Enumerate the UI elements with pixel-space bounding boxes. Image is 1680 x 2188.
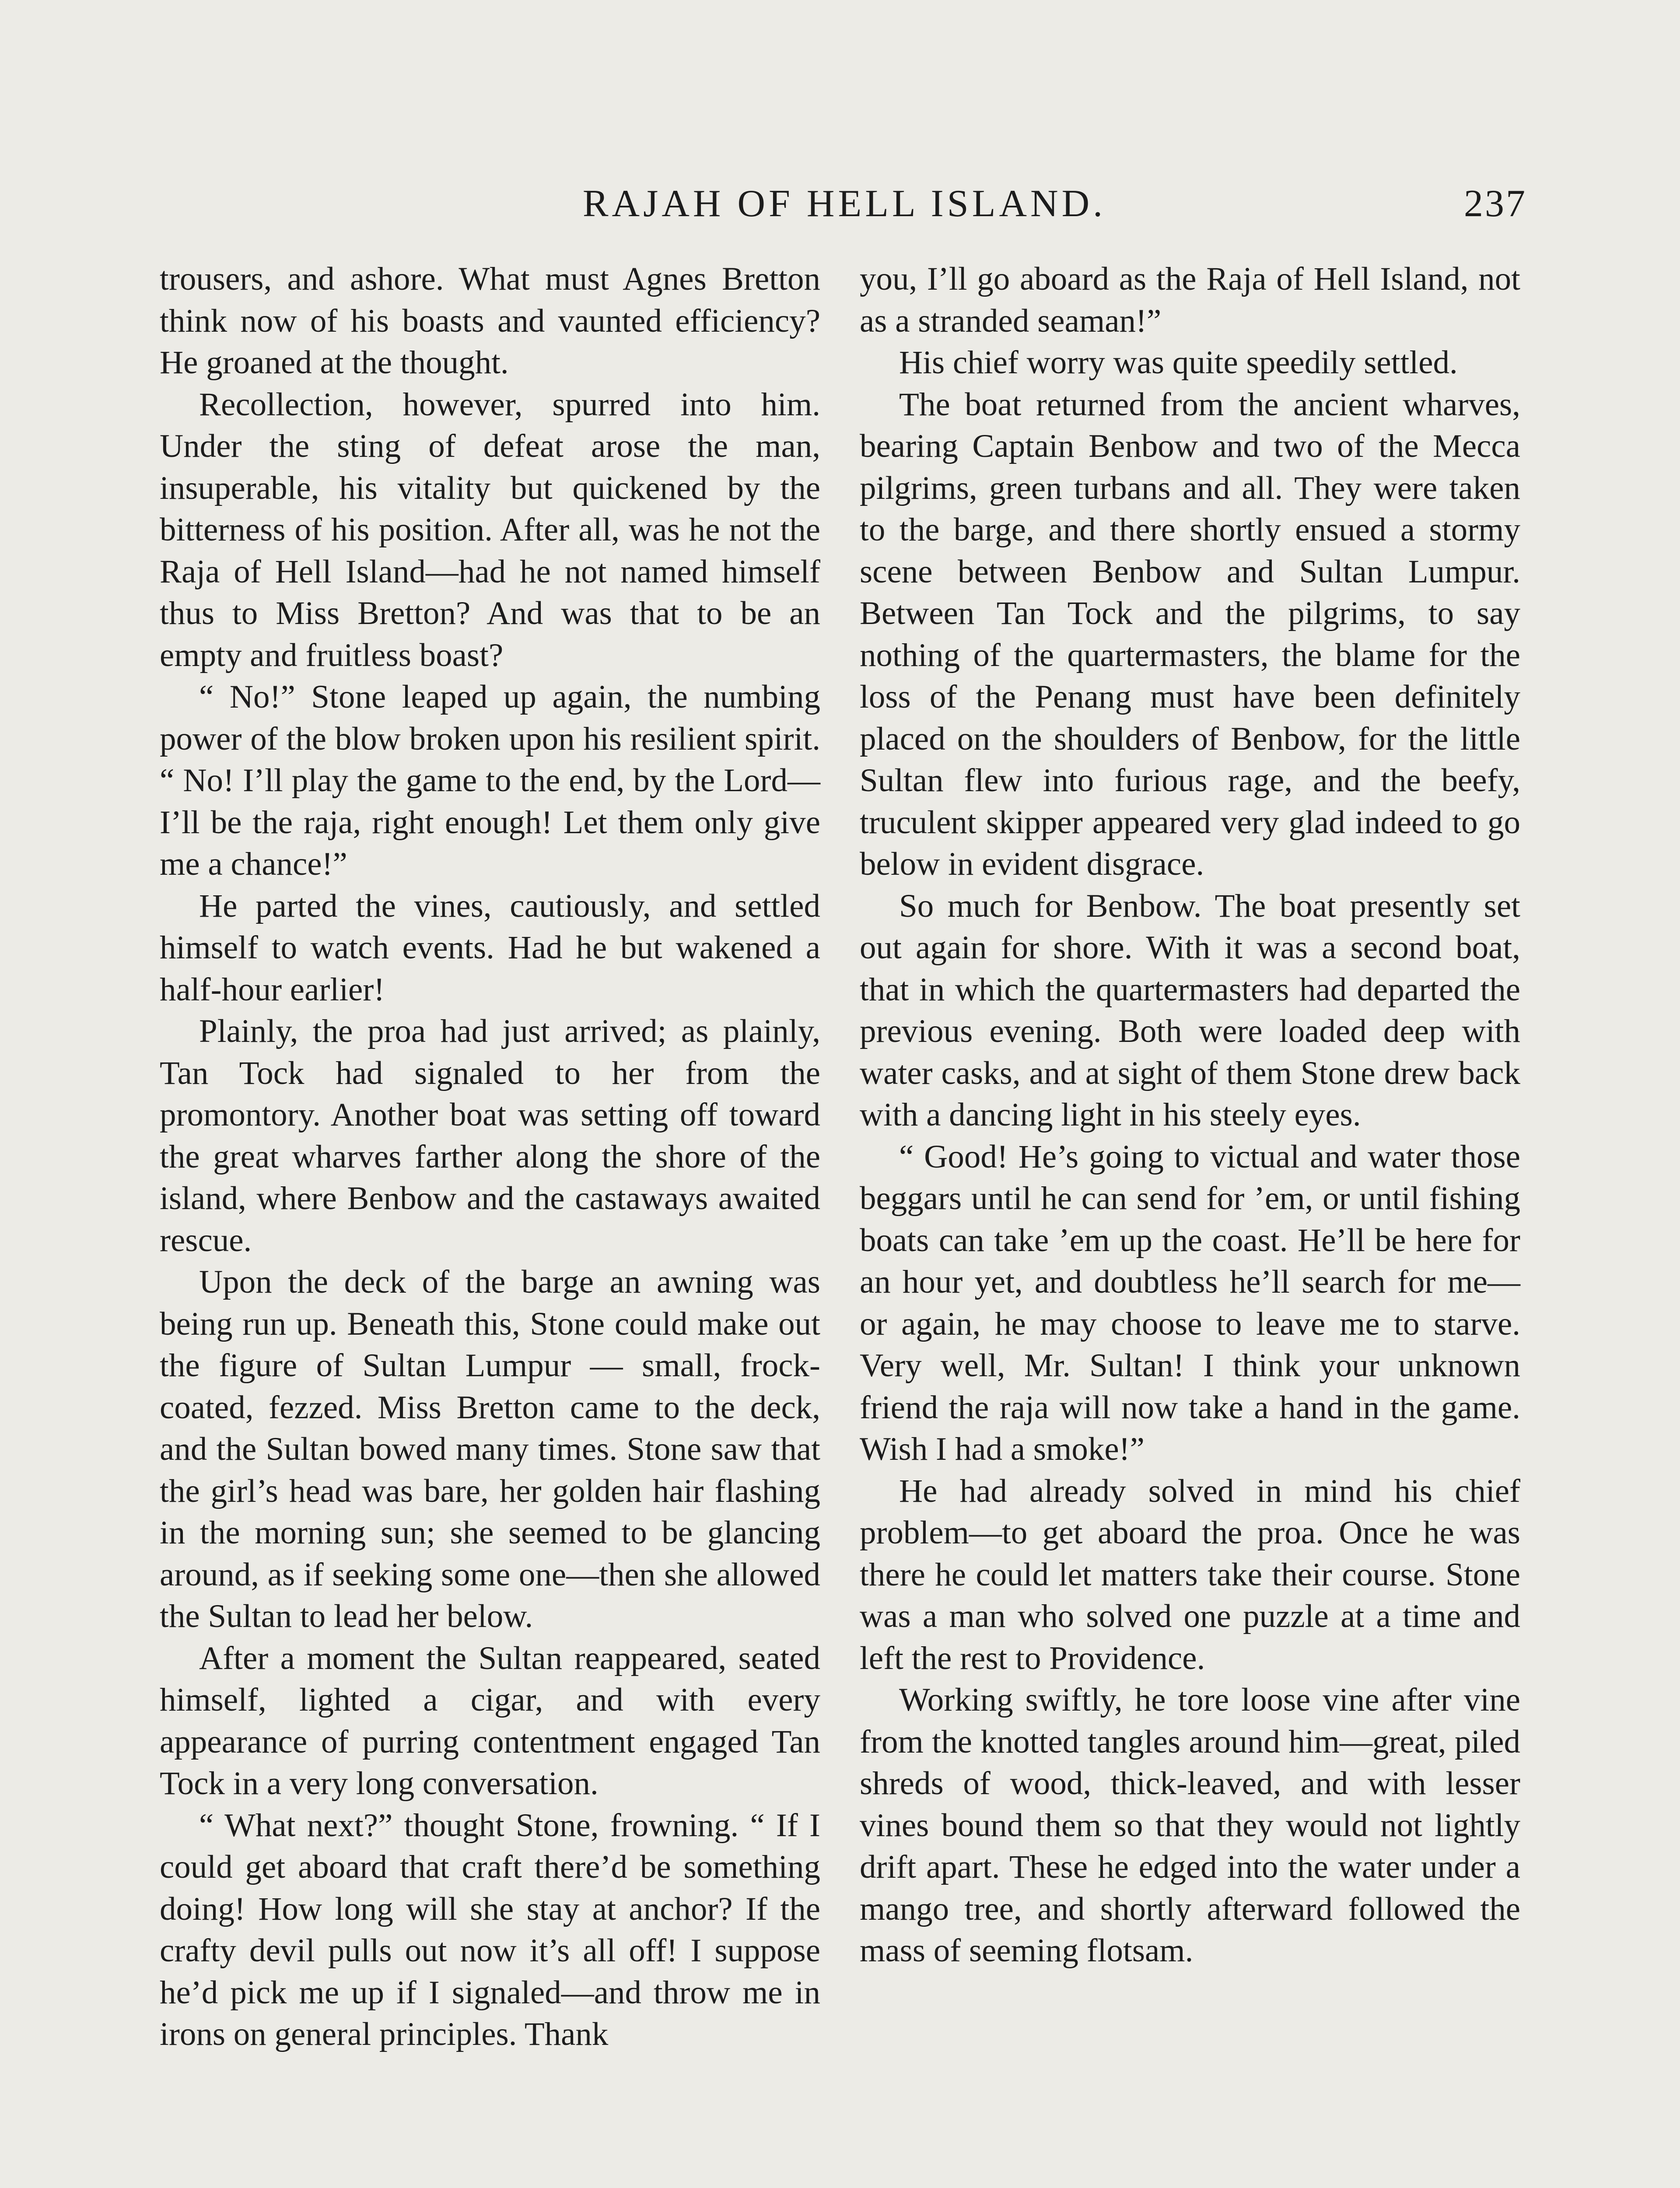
paragraph: The boat returned from the ancient wharves, bearing Captain Benbow and two of the Mecca pilgrims, green turbans and all. They were taken to the barge, and there shortly ensued a stormy scene between Benbow and Sultan Lumpur. Between Tan Tock and the pilgrims, to say nothing of the quartermasters, the blame for the loss of the Penang must have been definitely placed on the shoulders of Benbow, for the little Sultan flew into furious rage, and the beefy, truculent skipper appeared very glad indeed to go below in evident disgrace. — [860, 386, 1520, 882]
paragraph: you, I’ll go aboard as the Raja of Hell Island, not as a stranded seaman!” — [860, 261, 1520, 339]
paragraph: He had already solved in mind his chief problem—to get aboard the proa. Once he was there he could let matters take their course. Stone was a man who solved one puzzle at a time and left the rest to Providence. — [860, 1473, 1520, 1676]
right-column — [860, 258, 1520, 1972]
paragraph: Plainly, the proa had just arrived; as plainly, Tan Tock had signaled to her from the promontory. Another boat was setting off toward the great wharves farther along the shore of the island, where Benbow and the castaways awaited rescue. — [160, 1013, 820, 1259]
paragraph: Upon the deck of the barge an awning was being run up. Beneath this, Stone could make out the figure of Sultan Lumpur — small, frock-coated, fezzed. Miss Bretton came to the deck, and the Sultan bowed many times. Stone saw that the girl’s head was bare, her golden hair flashing in the morning sun; she seemed to be glancing around, as if seeking some one—then she allowed the Sultan to lead her below. — [160, 1264, 820, 1634]
paragraph: Recollection, however, spurred into him. Under the sting of defeat arose the man, insuperable, his vitality but quickened by the bitterness of his position. After all, was he not the Raja of Hell Island—had he not named himself thus to Miss Bretton? And was that to be an empty and fruitless boast? — [160, 386, 820, 673]
paragraph: His chief worry was quite speedily settled. — [899, 344, 1458, 381]
paragraph: “ No!” Stone leaped up again, the numbing power of the blow broken upon his resilient spirit. “ No! I’ll play the game to the end, by the Lord—I’ll be the raja, right enough! Let them only give me a chance!” — [160, 679, 820, 882]
running-header — [162, 173, 1527, 243]
running-title: RAJAH OF HELL ISLAND. — [582, 182, 1106, 225]
paragraph: So much for Benbow. The boat presently set out again for shore. With it was a second boat, that in which the quartermasters had departed the previous evening. Both were loaded deep with water casks, and at sight of them Stone drew back with a dancing light in his steely eyes. — [860, 887, 1520, 1133]
paragraph: “ Good! He’s going to victual and water those beggars until he can send for ’em, or until fishing boats can take ’em up the coast. He’ll be here for an hour yet, and doubtless he’ll search for me— or again, he may choose to leave me to starve. Very well, Mr. Sultan! I think your unknown friend the raja will now take a hand in the game. Wish I had a smoke!” — [860, 1138, 1520, 1467]
paragraph: After a moment the Sultan reappeared, seated himself, lighted a cigar, and with every appearance of purring contentment engaged Tan Tock in a very long conversation. — [160, 1640, 820, 1802]
paragraph: “ What next?” thought Stone, frowning. “ If I could get aboard that craft there’d be something doing! How long will she stay at anchor? If the crafty devil pulls out now it’s all off! I suppose he’d pick me up if I signaled—and throw me in irons on general principles. Thank — [160, 1807, 820, 2052]
left-column — [160, 258, 820, 2055]
page-number: 237 — [1464, 182, 1527, 225]
paragraph: He parted the vines, cautiously, and settled himself to watch events. Had he but wakened a half-hour earlier! — [160, 887, 820, 1008]
paragraph: trousers, and ashore. What must Agnes Bretton think now of his boasts and vaunted efficiency? He groaned at the thought. — [160, 261, 820, 381]
paragraph: Working swiftly, he tore loose vine after vine from the knotted tangles around him—great, piled shreds of wood, thick-leaved, and with lesser vines bound them so that they would not lightly drift apart. These he edged into the water under a mango tree, and shortly afterward followed the mass of seeming flotsam. — [860, 1682, 1520, 1969]
